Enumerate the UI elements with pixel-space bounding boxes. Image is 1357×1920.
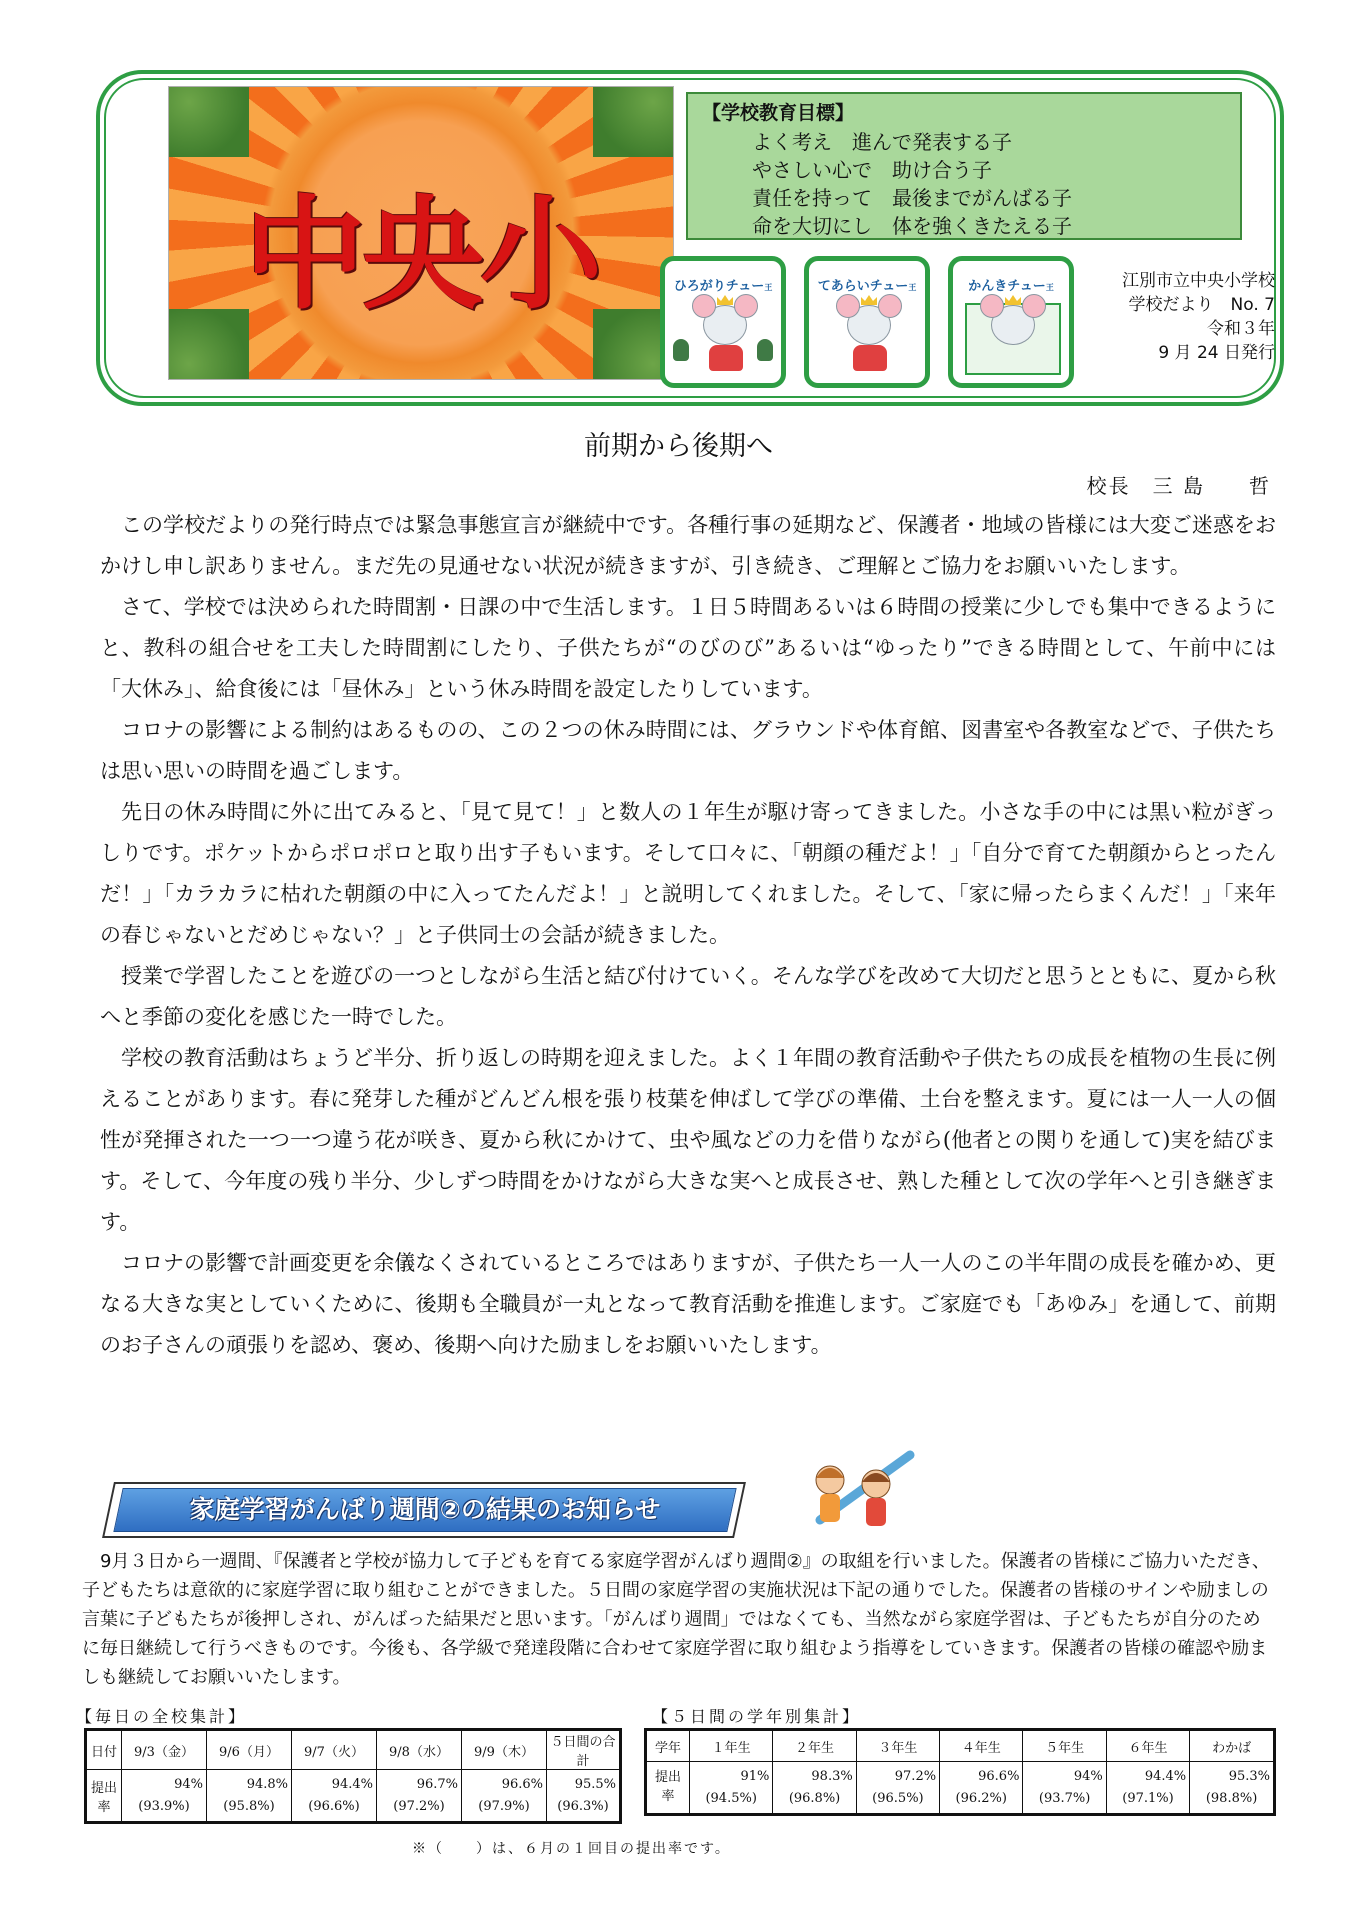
daily-summary-table — [84, 1728, 622, 1824]
card-label: かんきチュー王 — [968, 279, 1054, 294]
table-corner: 日付 — [86, 1730, 122, 1770]
character-card-kanki — [948, 256, 1074, 388]
grade-table-caption: 【５日間の学年別集計】 — [652, 1707, 862, 1726]
character-card-tearai — [804, 256, 930, 388]
table-header: 9/3（金） — [122, 1730, 207, 1770]
row-label: 提出率 — [646, 1762, 690, 1815]
table-cell: 94.4% (96.6%) — [292, 1770, 377, 1823]
school-name: 江別市立中央小学校 — [1122, 271, 1275, 291]
article-paragraph: 授業で学習したことを遊びの一つとしながら生活と結び付けていく。そんな学びを改めて大切だと思うとともに、夏から秋へと季節の変化を感じた一時でした。 — [100, 964, 1276, 1029]
mouse-mascot-icon — [847, 305, 891, 345]
section-banner-title: 家庭学習がんばり週間②の結果のお知らせ — [189, 1495, 661, 1524]
article-paragraph: コロナの影響で計画変更を余儀なくされているところではありますが、子供たち一人一人のこの半年間の成長を確かめ、更なる大きな実としていくために、後期も全職員が一丸となって教育活動を推進します。ご家庭でも「あゆみ」を通して、前期のお子さんの頑張りを認め、褒め、後期へ向けた励ましをお願いいたします。 — [100, 1251, 1276, 1357]
table-header: ５年生 — [1023, 1730, 1106, 1762]
table-header: 9/8（水） — [377, 1730, 462, 1770]
table-footnote: ※（ ）は、６月の１回目の提出率です。 — [412, 1841, 731, 1857]
school-goals-box — [686, 92, 1242, 240]
bear-icon — [673, 339, 689, 361]
table-cell: 97.2% (96.5%) — [856, 1762, 939, 1815]
study-description — [82, 1547, 1272, 1692]
card-label: てあらいチュー王 — [817, 279, 917, 294]
table-cell: 94% (93.7%) — [1023, 1762, 1106, 1815]
crown-icon — [861, 295, 877, 305]
article-paragraph: 学校の教育活動はちょうど半分、折り返しの時期を迎えました。よく１年間の教育活動や子供たちの成長を植物の生長に例えることがあります。春に発芽した種がどんどん根を張り枝葉を伸ばして学びの準備、土台を整えます。夏には一人一人の個性が発揮された一つ一つ違う花が咲き、夏から秋にかけて、虫や風などの力を借りながら(他者との関りを通して)実を結びます。そして、今年度の残り半分、少しずつ時間をかけながら大きな実へと成長させ、熟した種として次の学年へと引き継ぎます。 — [100, 1046, 1276, 1234]
crown-icon — [1005, 295, 1021, 305]
table-header: 9/9（木） — [462, 1730, 547, 1770]
goals-title: 【学校教育目標】 — [702, 102, 855, 124]
mouse-mascot-icon — [703, 305, 747, 345]
table-header-row — [86, 1730, 621, 1770]
table-header-row — [646, 1730, 1275, 1762]
article-paragraph: コロナの影響による制約はあるものの、この２つの休み時間には、グラウンドや体育館、図書室や各教室などで、子供たちは思い思いの時間を過ごします。 — [100, 718, 1276, 783]
table-header: ２年生 — [773, 1730, 856, 1762]
table-cell: 94% (93.9%) — [122, 1770, 207, 1823]
table-header: 9/6（月） — [207, 1730, 292, 1770]
goal-item: 命を大切にし 体を強くきたえる子 — [752, 214, 1072, 238]
bear-icon — [757, 339, 773, 361]
table-row — [86, 1770, 621, 1823]
issue-date: 9 月 24 日発行 — [1158, 343, 1275, 363]
children-with-pencil-icon — [790, 1450, 930, 1550]
table-header: ４年生 — [940, 1730, 1023, 1762]
card-label: ひろがりチュー王 — [673, 279, 773, 294]
leaf-corner — [168, 86, 249, 157]
table-cell: 95.5% (96.3%) — [547, 1770, 621, 1823]
goal-item: やさしい心で 助け合う子 — [752, 158, 992, 182]
study-paragraph: 9月３日から一週間、『保護者と学校が協力して子どもを育てる家庭学習がんばり週間②』の取組を行いました。保護者の皆様にご協力いただき、子どもたちは意欲的に家庭学習に取り組むことができました。５日間の家庭学習の実施状況は下記の通りでした。保護者の皆様のサインや励ましの言葉に子どもたちが後押しされ、がんばった結果だと思います。「がんばり週間」ではなくても、当然ながら家庭学習は、子どもたちが自分のために毎日継続して行うべきものです。今後も、各学級で発達段階に合わせて家庭学習に取り組むよう指導をしていきます。保護者の皆様の確認や励ましも継続してお願いいたします。 — [82, 1551, 1270, 1688]
table-header: ３年生 — [856, 1730, 939, 1762]
logo-text: 中央小 — [244, 184, 598, 326]
table-cell: 98.3% (96.8%) — [773, 1762, 856, 1815]
leaf-corner — [593, 86, 674, 157]
article-title: 前期から後期へ — [584, 431, 773, 462]
goal-item: よく考え 進んで発表する子 — [752, 130, 1012, 154]
table-header: わかば — [1190, 1730, 1275, 1762]
table-header: ６年生 — [1106, 1730, 1189, 1762]
daily-table-caption: 【毎日の全校集計】 — [76, 1707, 248, 1726]
article-paragraph: この学校だよりの発行時点では緊急事態宣言が継続中です。各種行事の延期など、保護者・地域の皆様には大変ご迷惑をおかけし申し訳ありません。まだ先の見通せない状況が続きますが、引き続き、ご理解とご協力をお願いいたします。 — [100, 513, 1276, 578]
table-cell: 96.6% (97.9%) — [462, 1770, 547, 1823]
table-header: ５日間の合計 — [547, 1730, 621, 1770]
table-cell: 95.3% (98.8%) — [1190, 1762, 1275, 1815]
table-cell: 94.8% (95.8%) — [207, 1770, 292, 1823]
table-header: 9/7（火） — [292, 1730, 377, 1770]
table-cell: 91% (94.5%) — [690, 1762, 773, 1815]
mouse-mascot-icon — [991, 305, 1035, 345]
school-logo — [168, 86, 674, 380]
grade-summary-table — [644, 1728, 1276, 1816]
character-card-hirogari — [660, 256, 786, 388]
article-body — [100, 505, 1276, 1366]
table-cell: 94.4% (97.1%) — [1106, 1762, 1189, 1815]
era-year: 令和３年 — [1207, 319, 1275, 339]
mascot-body — [709, 345, 743, 371]
article-author: 校長 三 島 哲 — [1086, 474, 1271, 498]
table-cell: 96.7% (97.2%) — [377, 1770, 462, 1823]
table-cell: 96.6% (96.2%) — [940, 1762, 1023, 1815]
crown-icon — [717, 295, 733, 305]
table-row — [646, 1762, 1275, 1815]
article-paragraph: 先日の休み時間に外に出てみると、「見て見て！」と数人の１年生が駆け寄ってきました。小さな手の中には黒い粒がぎっしりです。ポケットからポロポロと取り出す子もいます。そして口々に、「朝顔の種だよ！」「自分で育てた朝顔からとったんだ！」「カラカラに枯れた朝顔の中に入ってたんだよ！」と説明してくれました。そして、「家に帰ったらまくんだ！」「来年の春じゃないとだめじゃない？」と子供同士の会話が続きました。 — [100, 800, 1276, 947]
goal-item: 責任を持って 最後までがんばる子 — [752, 186, 1072, 210]
row-label: 提出率 — [86, 1770, 122, 1823]
table-corner: 学年 — [646, 1730, 690, 1762]
article-paragraph: さて、学校では決められた時間割・日課の中で生活します。１日５時間あるいは６時間の授業に少しでも集中できるようにと、教科の組合せを工夫した時間割にしたり、子供たちが“のびのび”あるいは“ゆったり”できる時間として、午前中には「大休み」、給食後には「昼休み」という休み時間を設定したりしています。 — [100, 595, 1276, 701]
mascot-body — [853, 345, 887, 371]
table-header: １年生 — [690, 1730, 773, 1762]
newsletter-number: 学校だより No. 7 — [1128, 295, 1275, 315]
